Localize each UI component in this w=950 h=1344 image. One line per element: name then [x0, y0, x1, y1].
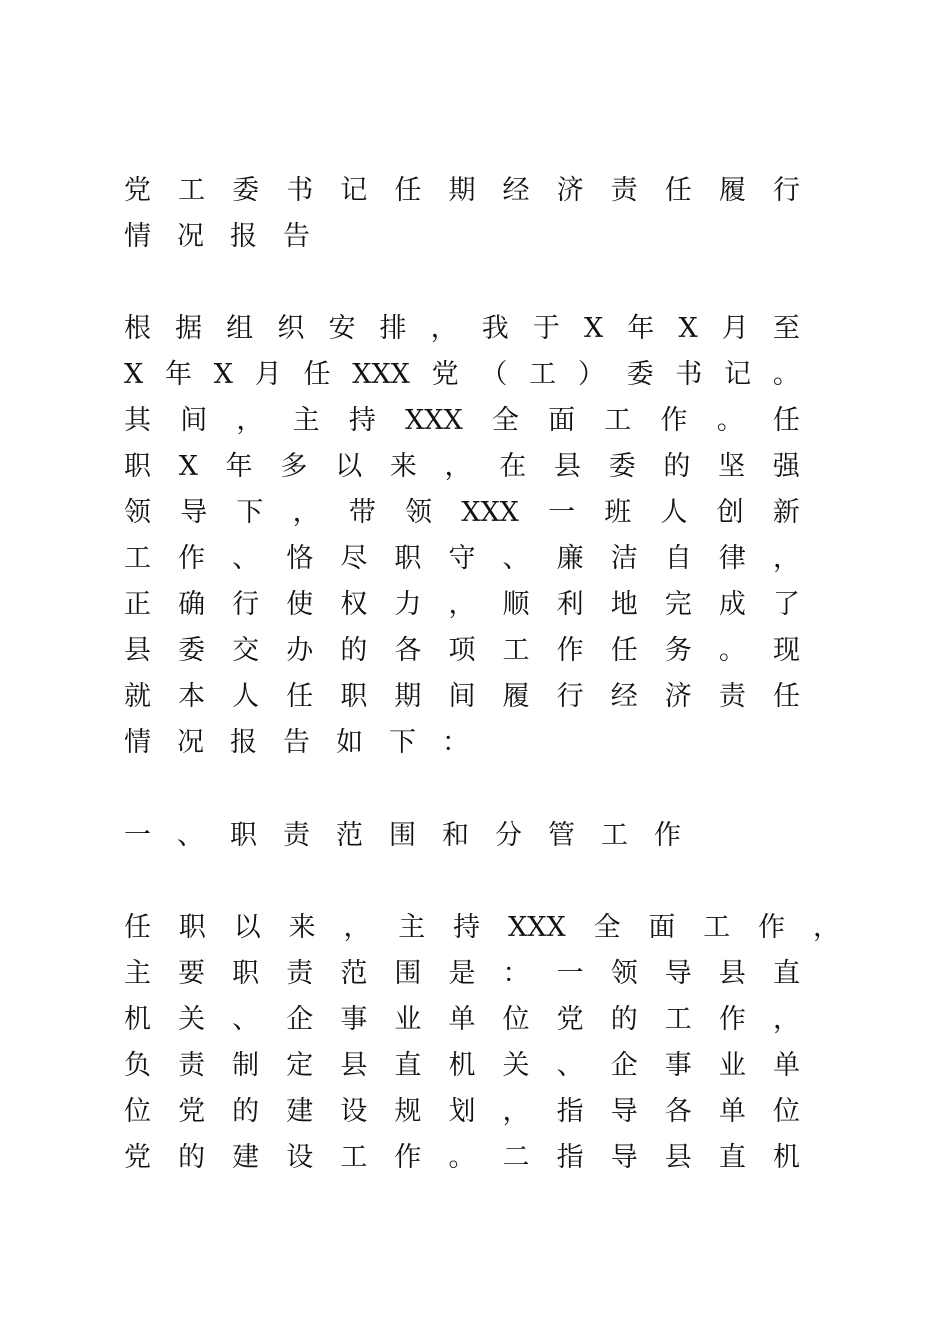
- text-glyph: 记: [340, 175, 368, 206]
- text-glyph: 职: [340, 681, 368, 712]
- text-glyph: 领: [405, 497, 433, 528]
- text-glyph: 面: [548, 405, 576, 436]
- text-glyph: 作: [660, 405, 688, 436]
- text-glyph: 年: [164, 359, 192, 390]
- text-glyph: 职: [232, 958, 260, 989]
- text-glyph: 建: [286, 1096, 314, 1127]
- text-glyph: 主: [292, 405, 320, 436]
- text-glyph: 年: [225, 451, 253, 482]
- text-glyph: 期: [394, 681, 422, 712]
- text-glyph: 创: [716, 497, 744, 528]
- text-glyph: 直: [718, 1142, 746, 1173]
- text-glyph: 各: [664, 1096, 692, 1127]
- text-glyph: 。: [718, 635, 746, 666]
- text-glyph: 全: [593, 912, 621, 943]
- text-glyph: ，: [812, 912, 840, 943]
- text-glyph: 围: [394, 958, 422, 989]
- text-glyph: 作: [394, 1142, 422, 1173]
- text-glyph: 新: [772, 497, 800, 528]
- text-glyph: 行: [232, 589, 260, 620]
- text-glyph: 工: [340, 1142, 368, 1173]
- text-glyph: 单: [718, 1096, 746, 1127]
- text-glyph: 组: [226, 313, 254, 344]
- text-glyph: 任: [772, 405, 800, 436]
- text-glyph: 机: [448, 1050, 476, 1081]
- text-glyph: 洁: [610, 543, 638, 574]
- text-glyph: 面: [648, 912, 676, 943]
- text-glyph: 以: [233, 912, 261, 943]
- text-glyph: 位: [772, 1096, 800, 1127]
- text-glyph: XXX: [461, 497, 519, 528]
- text-glyph: 要: [178, 958, 206, 989]
- text-glyph: 党: [124, 175, 151, 206]
- text-glyph: 。: [716, 405, 744, 436]
- text-glyph: 指: [556, 1096, 584, 1127]
- text-glyph: 就: [124, 681, 151, 712]
- intro-line-4: [124, 447, 800, 487]
- text-glyph: 划: [448, 1096, 476, 1127]
- text-glyph: 下: [236, 497, 264, 528]
- text-glyph: 顺: [502, 589, 530, 620]
- text-glyph: 职: [178, 912, 206, 943]
- text-glyph: 以: [335, 451, 363, 482]
- section-1-line-6: [124, 1138, 800, 1178]
- text-glyph: 行: [772, 175, 800, 206]
- text-glyph: 交: [232, 635, 260, 666]
- text-glyph: ，: [236, 405, 264, 436]
- text-glyph: 企: [610, 1050, 638, 1081]
- document-title-line-1: [124, 171, 800, 211]
- text-glyph: XXX: [352, 359, 410, 390]
- text-glyph: ，: [430, 313, 458, 344]
- text-glyph: 年: [627, 313, 655, 344]
- text-glyph: 律: [718, 543, 746, 574]
- text-glyph: 正: [124, 589, 151, 620]
- text-glyph: 的: [232, 1096, 260, 1127]
- text-glyph: 领: [124, 497, 151, 528]
- section-1-heading: 一、职责范围和分管工作: [124, 820, 707, 851]
- text-glyph: 自: [664, 543, 692, 574]
- text-glyph: 范: [340, 958, 368, 989]
- text-glyph: 任: [610, 635, 638, 666]
- text-glyph: 据: [175, 313, 203, 344]
- text-glyph: 位: [124, 1096, 151, 1127]
- text-glyph: 责: [178, 1050, 206, 1081]
- text-glyph: 一: [548, 497, 576, 528]
- text-glyph: 位: [502, 1004, 530, 1035]
- text-glyph: 经: [502, 175, 530, 206]
- text-glyph: 排: [379, 313, 407, 344]
- text-glyph: 在: [499, 451, 527, 482]
- text-glyph: 职: [394, 543, 422, 574]
- text-glyph: 间: [180, 405, 208, 436]
- text-glyph: 工: [664, 1004, 692, 1035]
- text-glyph: ，: [444, 451, 472, 482]
- text-glyph: 强: [772, 451, 800, 482]
- text-glyph: 的: [340, 635, 368, 666]
- text-glyph: 班: [604, 497, 632, 528]
- text-glyph: ，: [292, 497, 320, 528]
- text-glyph: 工: [604, 405, 632, 436]
- text-glyph: 月: [721, 313, 749, 344]
- text-glyph: 县: [124, 635, 151, 666]
- text-glyph: 经: [610, 681, 638, 712]
- section-1-line-2: [124, 954, 800, 994]
- text-glyph: 一: [556, 958, 584, 989]
- text-glyph: 任: [772, 681, 800, 712]
- intro-line-2: [124, 355, 800, 395]
- text-glyph: 任: [286, 681, 314, 712]
- section-1-line-5: [124, 1092, 800, 1132]
- text-glyph: 作: [718, 1004, 746, 1035]
- text-glyph: 、: [502, 543, 530, 574]
- text-glyph: 月: [254, 359, 282, 390]
- text-glyph: 书: [675, 359, 703, 390]
- text-glyph: 来: [288, 912, 316, 943]
- text-glyph: XXX: [508, 912, 566, 943]
- text-glyph: 权: [340, 589, 368, 620]
- text-glyph: 导: [610, 1142, 638, 1173]
- document-title-line-2: 情况报告: [124, 221, 336, 252]
- text-glyph: 、: [232, 1004, 260, 1035]
- text-glyph: 至: [772, 313, 800, 344]
- text-glyph: 责: [718, 681, 746, 712]
- text-glyph: 工: [178, 175, 206, 206]
- text-glyph: 任: [124, 912, 151, 943]
- text-glyph: 导: [610, 1096, 638, 1127]
- text-glyph: 安: [328, 313, 356, 344]
- text-glyph: 全: [491, 405, 519, 436]
- text-glyph: 主: [398, 912, 426, 943]
- text-glyph: 行: [556, 681, 584, 712]
- section-1-line-3: [124, 1000, 800, 1040]
- text-glyph: ：: [502, 958, 530, 989]
- text-glyph: 其: [124, 405, 151, 436]
- text-glyph: 的: [610, 1004, 638, 1035]
- text-glyph: 济: [556, 175, 584, 206]
- section-1-line-4: [124, 1046, 800, 1086]
- text-glyph: 了: [772, 589, 800, 620]
- text-glyph: 设: [286, 1142, 314, 1173]
- text-glyph: 地: [610, 589, 638, 620]
- text-glyph: ，: [448, 589, 476, 620]
- text-glyph: 的: [663, 451, 691, 482]
- text-glyph: 工: [502, 635, 530, 666]
- text-glyph: 关: [502, 1050, 530, 1081]
- text-glyph: 作: [556, 635, 584, 666]
- text-glyph: 持: [348, 405, 376, 436]
- text-glyph: 办: [286, 635, 314, 666]
- text-glyph: 书: [286, 175, 314, 206]
- text-glyph: 导: [180, 497, 208, 528]
- text-glyph: 各: [394, 635, 422, 666]
- text-glyph: 负: [124, 1050, 151, 1081]
- text-glyph: 济: [664, 681, 692, 712]
- text-glyph: 间: [448, 681, 476, 712]
- text-glyph: 委: [178, 635, 206, 666]
- text-glyph: X: [583, 313, 604, 344]
- text-glyph: 确: [178, 589, 206, 620]
- text-glyph: ，: [343, 912, 371, 943]
- text-glyph: 工: [703, 912, 731, 943]
- text-glyph: 事: [340, 1004, 368, 1035]
- text-glyph: 职: [124, 451, 151, 482]
- text-glyph: 作: [758, 912, 786, 943]
- text-glyph: 人: [660, 497, 688, 528]
- text-glyph: 业: [394, 1004, 422, 1035]
- text-glyph: 是: [448, 958, 476, 989]
- text-glyph: 直: [394, 1050, 422, 1081]
- text-glyph: 工: [124, 543, 151, 574]
- text-glyph: 使: [286, 589, 314, 620]
- text-glyph: 领: [610, 958, 638, 989]
- text-glyph: 任: [394, 175, 422, 206]
- text-glyph: 多: [280, 451, 308, 482]
- text-glyph: 设: [340, 1096, 368, 1127]
- text-glyph: 守: [448, 543, 476, 574]
- text-glyph: 成: [718, 589, 746, 620]
- intro-line-5: [124, 493, 800, 533]
- text-glyph: 我: [481, 313, 509, 344]
- text-glyph: 于: [532, 313, 560, 344]
- text-glyph: 事: [664, 1050, 692, 1081]
- text-glyph: X: [124, 359, 144, 390]
- text-glyph: 建: [232, 1142, 260, 1173]
- text-glyph: 本: [178, 681, 206, 712]
- text-glyph: 期: [448, 175, 476, 206]
- text-glyph: 履: [502, 681, 530, 712]
- text-glyph: 持: [453, 912, 481, 943]
- text-glyph: 记: [724, 359, 752, 390]
- text-glyph: XXX: [405, 405, 463, 436]
- text-glyph: 指: [556, 1142, 584, 1173]
- text-glyph: 带: [348, 497, 376, 528]
- text-glyph: ）: [577, 359, 605, 390]
- text-glyph: X: [678, 313, 698, 344]
- text-glyph: 党: [556, 1004, 584, 1035]
- intro-line-8: [124, 631, 800, 671]
- text-glyph: 恪: [286, 543, 314, 574]
- text-glyph: 廉: [556, 543, 584, 574]
- intro-line-7: [124, 585, 800, 625]
- text-glyph: 县: [664, 1142, 692, 1173]
- text-glyph: 项: [448, 635, 476, 666]
- text-glyph: 来: [389, 451, 417, 482]
- text-glyph: 县: [340, 1050, 368, 1081]
- text-glyph: 委: [232, 175, 260, 206]
- text-glyph: X: [178, 451, 198, 482]
- text-glyph: 责: [610, 175, 638, 206]
- intro-line-9: [124, 677, 800, 717]
- text-glyph: 直: [772, 958, 800, 989]
- text-glyph: 党: [431, 359, 459, 390]
- text-glyph: 作: [178, 543, 206, 574]
- text-glyph: 单: [448, 1004, 476, 1035]
- text-glyph: 制: [232, 1050, 260, 1081]
- text-glyph: 尽: [340, 543, 368, 574]
- text-glyph: ，: [772, 543, 800, 574]
- text-glyph: 机: [772, 1142, 800, 1173]
- text-glyph: X: [213, 359, 233, 390]
- text-glyph: 二: [502, 1142, 530, 1173]
- intro-line-6: [124, 539, 800, 579]
- intro-line-10: 情况报告如下：: [124, 727, 495, 758]
- text-glyph: 完: [664, 589, 692, 620]
- text-glyph: ，: [772, 1004, 800, 1035]
- text-glyph: 党: [124, 1142, 151, 1173]
- text-glyph: 主: [124, 958, 151, 989]
- text-glyph: 任: [664, 175, 692, 206]
- text-glyph: （: [480, 359, 508, 390]
- text-glyph: 、: [556, 1050, 584, 1081]
- text-glyph: 业: [718, 1050, 746, 1081]
- text-glyph: 利: [556, 589, 584, 620]
- intro-line-3: [124, 401, 800, 441]
- text-glyph: 力: [394, 589, 422, 620]
- text-glyph: 县: [718, 958, 746, 989]
- text-glyph: 工: [529, 359, 557, 390]
- text-glyph: 县: [553, 451, 581, 482]
- text-glyph: 责: [286, 958, 314, 989]
- text-glyph: 党: [178, 1096, 206, 1127]
- text-glyph: 机: [124, 1004, 151, 1035]
- text-glyph: 企: [286, 1004, 314, 1035]
- text-glyph: 坚: [718, 451, 746, 482]
- text-glyph: 任: [303, 359, 331, 390]
- text-glyph: 的: [178, 1142, 206, 1173]
- text-glyph: 委: [608, 451, 636, 482]
- text-glyph: 关: [178, 1004, 206, 1035]
- text-glyph: 履: [718, 175, 746, 206]
- text-glyph: 务: [664, 635, 692, 666]
- text-glyph: 规: [394, 1096, 422, 1127]
- text-glyph: ，: [502, 1096, 530, 1127]
- intro-line-1: [124, 309, 800, 349]
- text-glyph: 单: [772, 1050, 800, 1081]
- text-glyph: 定: [286, 1050, 314, 1081]
- text-glyph: 委: [626, 359, 654, 390]
- text-glyph: 根: [124, 313, 151, 344]
- text-glyph: 导: [664, 958, 692, 989]
- text-glyph: 、: [232, 543, 260, 574]
- text-glyph: 人: [232, 681, 260, 712]
- text-glyph: 。: [448, 1142, 476, 1173]
- text-glyph: 现: [772, 635, 800, 666]
- section-1-line-1: [124, 908, 840, 948]
- text-glyph: 织: [277, 313, 305, 344]
- text-glyph: 。: [772, 359, 800, 390]
